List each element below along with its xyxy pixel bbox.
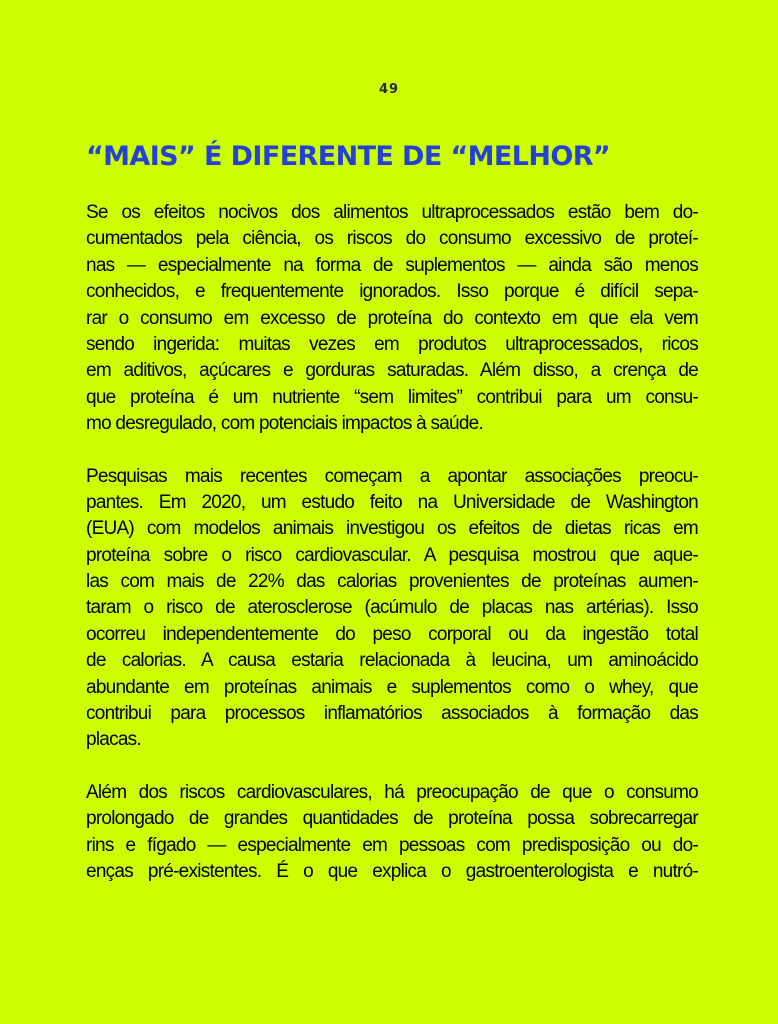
text-line: ocorreu independentemente do peso corporal ou da ingestão total — [86, 623, 698, 645]
text-line: Pesquisas mais recentes começam a apontar associações preocu- — [86, 465, 698, 487]
text-line: placas. — [86, 729, 141, 751]
text-line: que proteína é um nutriente “sem limites” contribui para um consu- — [86, 386, 698, 408]
text-line: cumentados pela ciência, os riscos do consumo excessivo de proteí- — [86, 228, 698, 250]
text-line: rins e fígado — especialmente em pessoas com predisposição ou do- — [86, 834, 698, 856]
text-line: pantes. Em 2020, um estudo feito na Universidade de Washington — [86, 491, 698, 513]
text-line: prolongado de grandes quantidades de proteína possa sobrecarregar — [86, 808, 698, 830]
text-line: mo desregulado, com potenciais impactos à saúde. — [86, 413, 484, 435]
text-line: sendo ingerida: muitas vezes em produtos ultraprocessados, ricos — [86, 333, 698, 355]
text-line: abundante em proteínas animais e suplementos como o whey, que — [86, 676, 698, 698]
text-line: contribui para processos inflamatórios associados à formação das — [86, 703, 698, 725]
paragraph-3 — [86, 780, 698, 886]
text-line: nas — especialmente na forma de suplementos — ainda são menos — [86, 254, 698, 276]
text-line: Além dos riscos cardiovasculares, há preocupação de que o consumo — [86, 781, 698, 803]
text-line: em aditivos, açúcares e gorduras saturadas. Além disso, a crença de — [86, 360, 698, 382]
text-line: proteína sobre o risco cardiovascular. A pesquisa mostrou que aque- — [86, 544, 698, 566]
text-line: rar o consumo em excesso de proteína do contexto em que ela vem — [86, 307, 698, 329]
section-heading: “MAIS” É DIFERENTE DE “MELHOR” — [86, 141, 611, 172]
text-line: Se os efeitos nocivos dos alimentos ultraprocessados estão bem do- — [86, 202, 698, 223]
text-line: (EUA) com modelos animais investigou os efeitos de dietas ricas em — [86, 518, 698, 540]
text-line: las com mais de 22% das calorias provenientes de proteínas aumen- — [86, 571, 698, 593]
page-number: 49 — [378, 82, 400, 97]
text-line: enças pré-existentes. É o que explica o gastroenterologista e nutró- — [86, 860, 698, 882]
text-line: conhecidos, e frequentemente ignorados. Isso porque é difícil sepa- — [86, 281, 698, 303]
body-text — [86, 200, 698, 911]
text-line: taram o risco de aterosclerose (acúmulo de placas nas artérias). Isso — [86, 597, 698, 619]
paragraph-2 — [86, 464, 698, 754]
text-line: de calorias. A causa estaria relacionada à leucina, um aminoácido — [86, 650, 698, 672]
paragraph-1 — [86, 200, 698, 438]
